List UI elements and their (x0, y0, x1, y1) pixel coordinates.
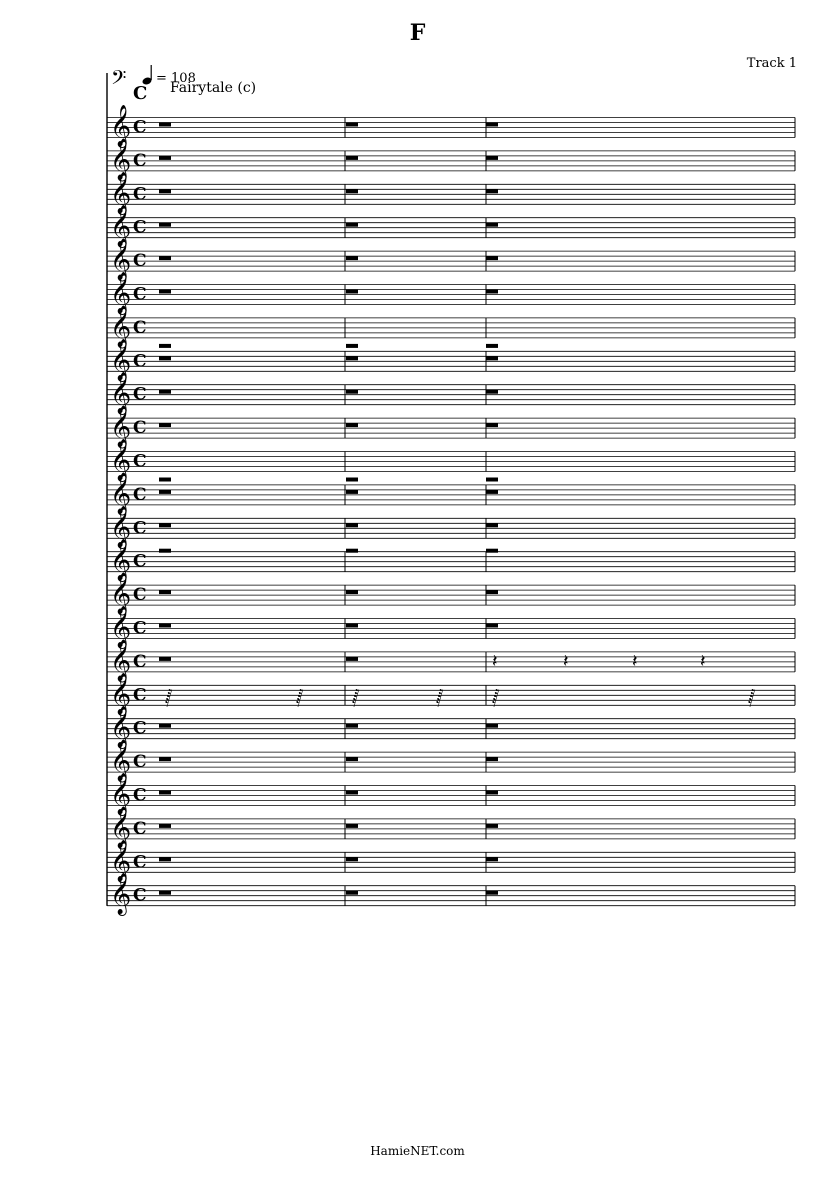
whole-rest-icon (486, 290, 498, 294)
whole-rest-icon (346, 256, 358, 260)
time-signature: C (133, 852, 147, 873)
whole-rest-icon (486, 791, 498, 795)
whole-rest-icon (159, 857, 171, 861)
whole-rest-icon (159, 724, 171, 728)
instrument-name: Fairytale (c) (170, 80, 257, 96)
whole-rest-icon (486, 123, 498, 127)
time-signature: C (133, 117, 147, 138)
whole-rest-icon (346, 523, 358, 527)
treble-clef-icon: 𝄞 (110, 606, 132, 648)
time-signature: C (133, 150, 147, 171)
whole-rest-icon (159, 156, 171, 160)
quarter-rest-icon: 𝄽 (632, 650, 638, 672)
whole-rest-icon (159, 123, 171, 127)
whole-rest-icon (346, 356, 358, 360)
treble-clef-icon: 𝄞 (110, 472, 132, 514)
whole-rest-icon (159, 223, 171, 227)
treble-clef-icon: 𝄞 (110, 138, 132, 180)
quarter-rest-icon: 𝄽 (563, 650, 569, 672)
whole-rest-icon (159, 523, 171, 527)
whole-rest-icon (486, 256, 498, 260)
whole-rest-icon (486, 891, 498, 895)
whole-rest-icon (159, 344, 171, 348)
whole-rest-icon (346, 857, 358, 861)
time-signature: C (133, 284, 147, 305)
whole-rest-icon (486, 390, 498, 394)
time-signature: C (133, 184, 147, 205)
treble-clef-icon: 𝄞 (110, 406, 132, 448)
treble-clef-icon: 𝄞 (110, 105, 132, 147)
time-signature: C (133, 518, 147, 539)
whole-rest-icon (346, 223, 358, 227)
whole-rest-icon (486, 223, 498, 227)
whole-rest-icon (486, 423, 498, 427)
time-signature: C (133, 718, 147, 739)
whole-rest-icon (486, 824, 498, 828)
whole-rest-icon (346, 390, 358, 394)
time-signature: C (133, 251, 147, 272)
whole-rest-icon (159, 290, 171, 294)
treble-clef-icon: 𝄞 (110, 806, 132, 848)
whole-rest-icon (346, 757, 358, 761)
time-signature: C (133, 83, 148, 104)
whole-rest-icon (159, 490, 171, 494)
time-signature: C (133, 451, 147, 472)
footer-credit: HamieNET.com (370, 1144, 465, 1158)
treble-clef-icon: 𝄞 (110, 506, 132, 548)
treble-clef-icon: 𝄞 (110, 439, 132, 481)
treble-clef-icon: 𝄞 (110, 840, 132, 882)
whole-rest-icon (346, 156, 358, 160)
whole-rest-icon (486, 549, 498, 553)
sixtyfourth-rest-icon: 𝅂 (296, 688, 304, 708)
whole-rest-icon (346, 123, 358, 127)
treble-clef-icon: 𝄞 (110, 272, 132, 314)
whole-rest-icon (346, 290, 358, 294)
treble-clef-icon: 𝄞 (110, 706, 132, 748)
sixtyfourth-rest-icon: 𝅂 (492, 688, 500, 708)
whole-rest-icon (346, 478, 358, 482)
score-title: F (409, 20, 426, 46)
quarter-rest-icon: 𝄽 (700, 650, 706, 672)
whole-rest-icon (486, 490, 498, 494)
time-signature: C (133, 885, 147, 906)
treble-clef-icon: 𝄞 (110, 639, 132, 681)
treble-clef-icon: 𝄞 (110, 773, 132, 815)
time-signature: C (133, 818, 147, 839)
time-signature: C (133, 418, 147, 439)
treble-clef-icon: 𝄞 (110, 339, 132, 381)
track-label: Track 1 (746, 56, 797, 71)
treble-clef-icon: 𝄞 (110, 172, 132, 214)
whole-rest-icon (486, 624, 498, 628)
whole-rest-icon (346, 189, 358, 193)
sixtyfourth-rest-icon: 𝅂 (165, 688, 173, 708)
time-signature: C (133, 351, 147, 372)
whole-rest-icon (159, 256, 171, 260)
treble-clef-icon: 𝄞 (110, 205, 132, 247)
whole-rest-icon (159, 757, 171, 761)
treble-clef-icon: 𝄞 (110, 573, 132, 615)
whole-rest-icon (346, 423, 358, 427)
treble-clef-icon: 𝄞 (110, 873, 132, 915)
whole-rest-icon (159, 549, 171, 553)
time-signature: C (133, 585, 147, 606)
whole-rest-icon (486, 344, 498, 348)
whole-rest-icon (346, 624, 358, 628)
whole-rest-icon (159, 824, 171, 828)
treble-clef-icon: 𝄞 (110, 372, 132, 414)
whole-rest-icon (486, 590, 498, 594)
whole-rest-icon (159, 590, 171, 594)
whole-rest-icon (486, 156, 498, 160)
whole-rest-icon (346, 824, 358, 828)
whole-rest-icon (346, 791, 358, 795)
time-signature: C (133, 317, 147, 338)
sixtyfourth-rest-icon: 𝅂 (748, 688, 756, 708)
whole-rest-icon (486, 523, 498, 527)
whole-rest-icon (486, 356, 498, 360)
time-signature: C (133, 785, 147, 806)
whole-rest-icon (486, 189, 498, 193)
quarter-rest-icon: 𝄽 (492, 650, 498, 672)
whole-rest-icon (159, 791, 171, 795)
treble-clef-icon: 𝄞 (110, 673, 132, 715)
whole-rest-icon (486, 724, 498, 728)
whole-rest-icon (346, 344, 358, 348)
treble-clef-icon: 𝄞 (110, 239, 132, 281)
time-signature: C (133, 752, 147, 773)
whole-rest-icon (486, 478, 498, 482)
treble-clef-icon: 𝄞 (110, 740, 132, 782)
whole-rest-icon (159, 478, 171, 482)
bass-clef-icon: 𝄢 (111, 66, 127, 94)
whole-rest-icon (346, 549, 358, 553)
treble-clef-icon: 𝄞 (110, 539, 132, 581)
whole-rest-icon (159, 390, 171, 394)
time-signature: C (133, 618, 147, 639)
time-signature: C (133, 685, 147, 706)
whole-rest-icon (159, 624, 171, 628)
tempo-value: = 108 (156, 71, 196, 86)
time-signature: C (133, 384, 147, 405)
time-signature: C (133, 217, 147, 238)
whole-rest-icon (486, 757, 498, 761)
sixtyfourth-rest-icon: 𝅂 (436, 688, 444, 708)
whole-rest-icon (159, 423, 171, 427)
whole-rest-icon (159, 891, 171, 895)
treble-clef-icon: 𝄞 (110, 305, 132, 347)
sixtyfourth-rest-icon: 𝅂 (352, 688, 360, 708)
whole-rest-icon (346, 590, 358, 594)
whole-rest-icon (346, 657, 358, 661)
time-signature: C (133, 551, 147, 572)
time-signature: C (133, 484, 147, 505)
whole-rest-icon (159, 356, 171, 360)
whole-rest-icon (159, 189, 171, 193)
whole-rest-icon (346, 490, 358, 494)
whole-rest-icon (346, 724, 358, 728)
whole-rest-icon (346, 891, 358, 895)
whole-rest-icon (159, 657, 171, 661)
time-signature: C (133, 651, 147, 672)
whole-rest-icon (486, 857, 498, 861)
